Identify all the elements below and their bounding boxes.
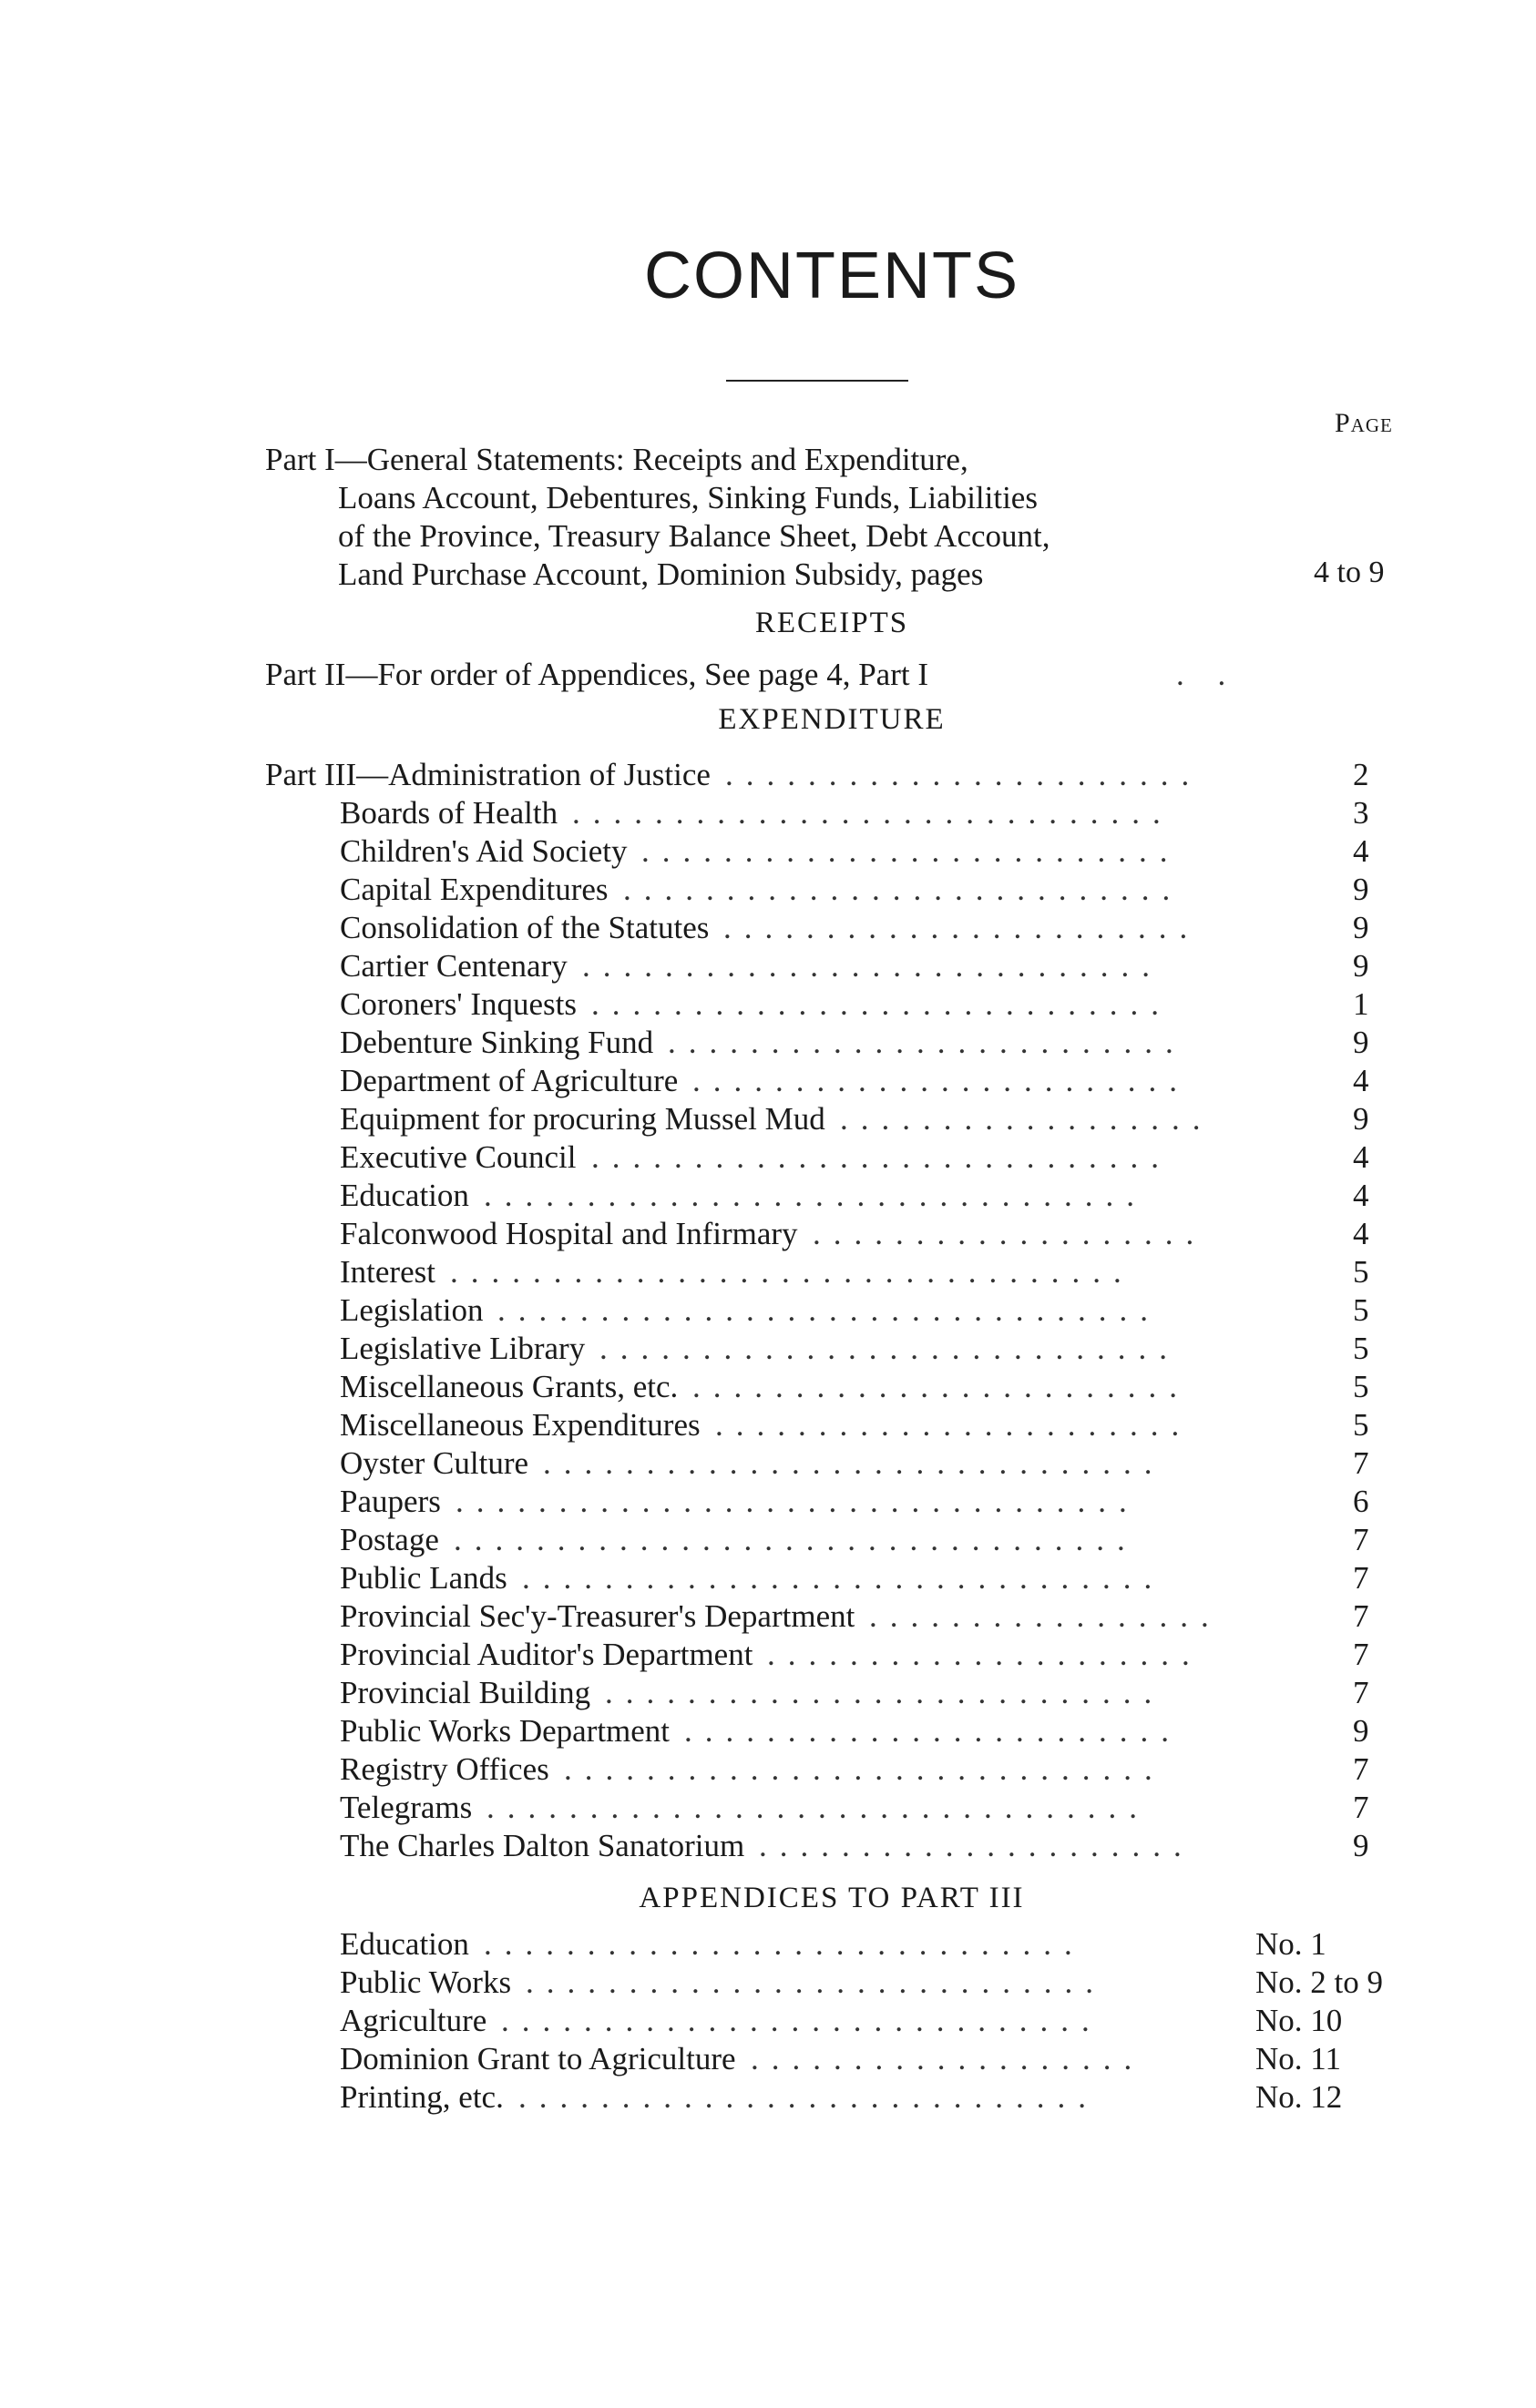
- part2-label: Part II—For order of Appendices, See page 4, Part I: [265, 657, 928, 692]
- expenditure-heading: EXPENDITURE: [718, 703, 946, 736]
- contents-row: [340, 794, 1403, 832]
- entry-page: 9: [1353, 948, 1369, 984]
- part1-page: 4 to 9: [1314, 556, 1385, 589]
- entry-page: 4: [1353, 1178, 1369, 1213]
- leader-dots: ............................: [518, 2079, 1099, 2115]
- leader-dots: ................................: [486, 1790, 1150, 1825]
- part2-entry: [265, 656, 1422, 694]
- leader-dots: .......................: [723, 910, 1201, 945]
- entry-label: Legislation: [340, 1292, 484, 1328]
- entry-page: 2: [1353, 757, 1369, 792]
- entry-page: 5: [1353, 1369, 1369, 1404]
- appendix-label: Agriculture: [340, 2003, 487, 2038]
- entry-page: 7: [1353, 1751, 1369, 1787]
- leader-dots: ........................: [684, 1713, 1182, 1749]
- page-column-header: Page: [1335, 408, 1393, 438]
- title-rule: [726, 380, 908, 382]
- leader-dots: ...............................: [522, 1560, 1165, 1596]
- entry-page: 5: [1353, 1331, 1369, 1366]
- contents-row: [340, 871, 1403, 909]
- contents-row: [340, 1177, 1403, 1215]
- contents-row: [340, 832, 1403, 871]
- leader-dots: ............................: [599, 1331, 1180, 1366]
- entry-label: Boards of Health: [340, 795, 558, 831]
- entry-label: Paupers: [340, 1484, 441, 1519]
- leader-dots: .............................: [564, 1751, 1165, 1787]
- entry-label: Cartier Centenary: [340, 948, 568, 984]
- contents-row: [340, 1138, 1403, 1177]
- entry-page: 7: [1353, 1560, 1369, 1596]
- contents-row: [340, 1100, 1403, 1138]
- entry-page: 9: [1353, 1025, 1369, 1060]
- leader-dots: .............................: [484, 1926, 1085, 1962]
- contents-row: [340, 1253, 1403, 1291]
- entry-label: Telegrams: [340, 1790, 473, 1825]
- entry-label: Postage: [340, 1522, 439, 1557]
- entry-page: 5: [1353, 1254, 1369, 1290]
- entry-label: Debenture Sinking Fund: [340, 1025, 654, 1060]
- leader-dots: ................................: [497, 1292, 1161, 1328]
- leader-dots: ..............................: [543, 1445, 1165, 1481]
- entry-page: 9: [1353, 872, 1369, 907]
- appendix-number: No. 2 to 9: [1255, 1964, 1383, 2000]
- entry-label: Equipment for procuring Mussel Mud: [340, 1101, 825, 1137]
- entry-label: Executive Council: [340, 1139, 577, 1175]
- entry-page: 9: [1353, 1101, 1369, 1137]
- contents-row: [340, 985, 1403, 1024]
- part1-line: Part I—General Statements: Receipts and Expenditure,: [265, 442, 968, 477]
- leader-dots: .........................: [668, 1025, 1186, 1060]
- appendix-row: [340, 1964, 1430, 2002]
- entry-page: 4: [1353, 1216, 1369, 1251]
- entry-label: Miscellaneous Grants, etc.: [340, 1369, 679, 1404]
- entry-page: 9: [1353, 910, 1369, 945]
- entry-label: Oyster Culture: [340, 1445, 529, 1481]
- entry-page: 5: [1353, 1292, 1369, 1328]
- part1-line: Land Purchase Account, Dominion Subsidy, pages: [338, 556, 984, 592]
- contents-row: [340, 1330, 1403, 1368]
- appendix-row: [340, 1925, 1430, 1964]
- entry-label: Falconwood Hospital and Infirmary: [340, 1216, 798, 1251]
- entry-label: Public Lands: [340, 1560, 507, 1596]
- leader-dots: .............................: [572, 795, 1173, 831]
- leader-dots: ...........................: [605, 1675, 1165, 1710]
- leader-dots: .................................: [456, 1484, 1140, 1519]
- entry-page: 9: [1353, 1713, 1369, 1749]
- entry-page: 6: [1353, 1484, 1369, 1519]
- leader-dots: ............................: [526, 1964, 1106, 2000]
- contents-row: [340, 1444, 1403, 1483]
- appendix-row: [340, 2040, 1430, 2078]
- entry-label: Provincial Sec'y-Treasurer's Department: [340, 1598, 855, 1634]
- contents-row: [340, 947, 1403, 985]
- part1-line: Loans Account, Debentures, Sinking Funds, Liabilities: [338, 480, 1038, 515]
- contents-row: [340, 1597, 1403, 1636]
- appendix-number: No. 10: [1255, 2003, 1343, 2038]
- contents-row: [340, 1215, 1403, 1253]
- contents-row: [340, 1368, 1403, 1406]
- contents-row: [340, 1789, 1403, 1827]
- entry-label: Public Works Department: [340, 1713, 671, 1749]
- leader-dots: .................................: [454, 1522, 1138, 1557]
- leader-dots: ................................: [484, 1178, 1147, 1213]
- appendix-row: [340, 2002, 1430, 2040]
- appendices-heading: APPENDICES TO PART III: [639, 1882, 1025, 1914]
- entry-page: 7: [1353, 1522, 1369, 1557]
- entry-page: 7: [1353, 1637, 1369, 1672]
- contents-row: [340, 1750, 1403, 1789]
- entry-label: Part III—Administration of Justice: [265, 757, 711, 792]
- entry-label: Education: [340, 1178, 469, 1213]
- appendix-label: Public Works: [340, 1964, 512, 2000]
- part1-line: of the Province, Treasury Balance Sheet, Debt Account,: [338, 518, 1050, 554]
- contents-row: [340, 1406, 1403, 1444]
- entry-label: Registry Offices: [340, 1751, 549, 1787]
- entry-page: 7: [1353, 1445, 1369, 1481]
- appendix-label: Printing, etc.: [340, 2079, 504, 2115]
- contents-row: [340, 1827, 1403, 1865]
- leader-dots: .......................: [725, 757, 1203, 792]
- entry-page: 4: [1353, 1063, 1369, 1098]
- entry-label: Capital Expenditures: [340, 872, 609, 907]
- contents-row: [340, 1024, 1403, 1062]
- contents-row: [265, 756, 1403, 794]
- entry-page: 4: [1353, 1139, 1369, 1175]
- part1-entry: [265, 441, 1422, 594]
- leader-dots: ............................: [582, 948, 1162, 984]
- contents-row: [340, 1291, 1403, 1330]
- entry-page: 5: [1353, 1407, 1369, 1443]
- appendix-label: Dominion Grant to Agriculture: [340, 2041, 736, 2076]
- entry-label: Children's Aid Society: [340, 833, 628, 869]
- entry-label: Coroners' Inquests: [340, 986, 578, 1022]
- entry-label: Provincial Auditor's Department: [340, 1637, 753, 1672]
- contents-row: [340, 1559, 1403, 1597]
- entry-label: The Charles Dalton Sanatorium: [340, 1828, 745, 1863]
- leader-dots: ...................: [813, 1216, 1207, 1251]
- leader-dots: ............................: [591, 1139, 1172, 1175]
- leader-dots: ............................: [591, 986, 1172, 1022]
- contents-row: [340, 1674, 1403, 1712]
- receipts-heading: RECEIPTS: [754, 607, 909, 639]
- entry-label: Miscellaneous Expenditures: [340, 1407, 701, 1443]
- leader-dots: .................: [869, 1598, 1222, 1634]
- leader-dots: ...................: [751, 2041, 1145, 2076]
- entry-page: 3: [1353, 795, 1369, 831]
- contents-row: [340, 1521, 1403, 1559]
- entry-label: Department of Agriculture: [340, 1063, 679, 1098]
- leader-dots: .................................: [450, 1254, 1134, 1290]
- entry-page: 4: [1353, 833, 1369, 869]
- contents-row: [340, 909, 1403, 947]
- entry-page: 9: [1353, 1828, 1369, 1863]
- leader-dots: ........................: [692, 1369, 1190, 1404]
- leader-dots: .....................: [767, 1637, 1203, 1672]
- entry-label: Provincial Building: [340, 1675, 591, 1710]
- leader-dots: ........................: [692, 1063, 1190, 1098]
- appendix-row: [340, 2078, 1430, 2117]
- contents-row: [340, 1062, 1403, 1100]
- contents-row: [340, 1483, 1403, 1521]
- entry-page: 1: [1353, 986, 1369, 1022]
- leader-dots: ..................: [840, 1101, 1213, 1137]
- page-title: CONTENTS: [644, 240, 1019, 312]
- leader-dots: .......................: [715, 1407, 1193, 1443]
- contents-row: [340, 1636, 1403, 1674]
- entry-page: 7: [1353, 1598, 1369, 1634]
- leader-dots: . .: [1176, 657, 1239, 692]
- appendix-number: No. 11: [1255, 2041, 1341, 2076]
- entry-page: 7: [1353, 1790, 1369, 1825]
- appendix-number: No. 1: [1255, 1926, 1326, 1962]
- entry-page: 7: [1353, 1675, 1369, 1710]
- entry-label: Legislative Library: [340, 1331, 586, 1366]
- contents-row: [340, 1712, 1403, 1750]
- appendix-number: No. 12: [1255, 2079, 1343, 2115]
- leader-dots: .....................: [759, 1828, 1194, 1863]
- entry-label: Interest: [340, 1254, 435, 1290]
- leader-dots: ...........................: [623, 872, 1183, 907]
- leader-dots: ..........................: [641, 833, 1181, 869]
- leader-dots: .............................: [501, 2003, 1102, 2038]
- entry-label: Consolidation of the Statutes: [340, 910, 710, 945]
- appendix-label: Education: [340, 1926, 469, 1962]
